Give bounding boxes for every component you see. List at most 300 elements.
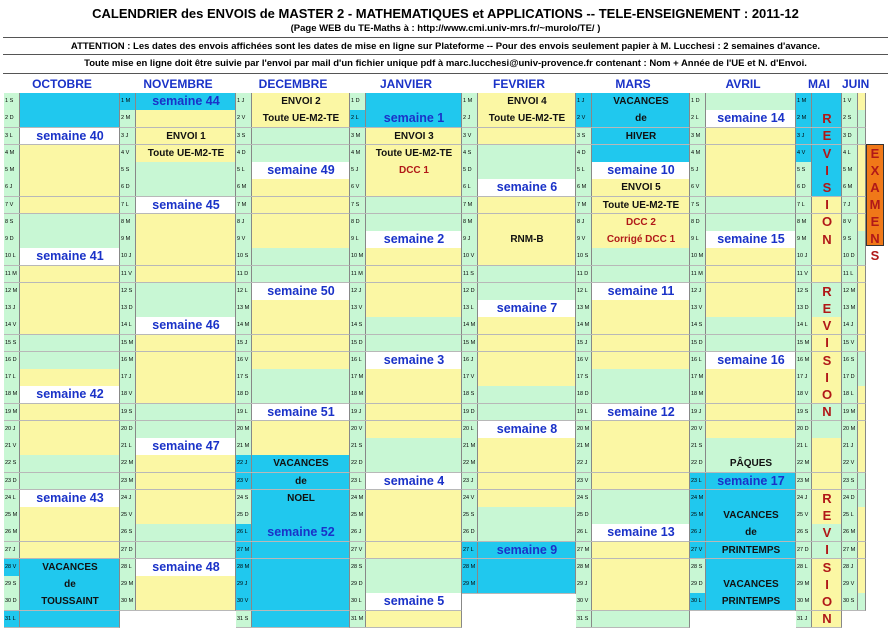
day-number: 29 S (4, 576, 20, 593)
day-cell (842, 214, 866, 232)
day-cell (462, 231, 576, 249)
day-cell (576, 93, 690, 111)
day-cell (120, 162, 236, 180)
day-cell (462, 300, 576, 318)
day-cell (120, 386, 236, 404)
day-cell (462, 542, 576, 560)
day-number: 13 J (4, 300, 20, 317)
day-number: 30 L (690, 593, 706, 610)
day-cell (236, 421, 350, 439)
day-cell (842, 145, 866, 163)
day-cell (576, 110, 690, 128)
day-number: 24 V (462, 490, 478, 507)
event-label: ENVOI 5 (621, 182, 661, 194)
day-cell (350, 421, 462, 439)
day-number: 26 L (236, 524, 252, 541)
day-number: 15 D (690, 335, 706, 352)
day-number: 10 J (120, 248, 136, 265)
day-number: 12 S (796, 283, 812, 300)
day-number: 4 L (842, 145, 858, 162)
day-number: 23 L (690, 473, 706, 490)
day-cell (4, 593, 120, 611)
day-cell (842, 128, 866, 146)
day-number: 2 L (350, 110, 366, 127)
day-number: 11 M (690, 266, 706, 283)
day-number: 30 S (842, 593, 858, 610)
day-number: 27 V (690, 542, 706, 559)
revision-vertical-label: R E V I S I O N (821, 111, 833, 247)
month-header-fevrier: FEVRIER (492, 77, 545, 91)
day-number: 1 D (690, 93, 706, 110)
day-number: 20 L (462, 421, 478, 438)
day-number: 10 D (842, 248, 858, 265)
day-number: 2 D (4, 110, 20, 127)
day-number: 4 S (462, 145, 478, 162)
day-cell (120, 559, 236, 577)
day-number: 4 D (236, 145, 252, 162)
day-cell (236, 438, 350, 456)
revision-vertical-label: R E V I S I O N (821, 490, 833, 627)
exam-event-label: DCC 2 (625, 216, 656, 228)
day-number: 8 M (462, 214, 478, 231)
day-cell (120, 110, 236, 128)
day-cell (842, 473, 866, 491)
day-cell (350, 266, 462, 284)
day-cell (576, 455, 690, 473)
day-number: 14 L (796, 317, 812, 334)
day-number: 20 V (690, 421, 706, 438)
day-number: 31 J (796, 611, 812, 628)
day-cell (690, 197, 796, 215)
day-cell (462, 421, 576, 439)
day-number: 1 S (4, 93, 20, 110)
day-number: 28 L (796, 559, 812, 576)
day-number: 5 S (796, 162, 812, 179)
event-label: VACANCES (613, 96, 669, 107)
day-number: 24 L (4, 490, 20, 507)
day-cell (236, 317, 350, 335)
day-cell (462, 317, 576, 335)
event-label: Toute UE-M2-TE (602, 199, 680, 211)
day-cell (462, 179, 576, 197)
event-label: ENVOI 1 (166, 130, 206, 142)
day-number: 9 S (842, 231, 858, 248)
day-number: 20 M (842, 421, 858, 438)
week-label: semaine 41 (36, 249, 104, 264)
day-cell (576, 576, 690, 594)
day-number: 25 M (4, 507, 20, 524)
day-cell (796, 179, 842, 197)
day-cell (576, 128, 690, 146)
day-cell (842, 576, 866, 594)
day-cell (120, 369, 236, 387)
day-cell (120, 283, 236, 301)
day-number: 12 S (120, 283, 136, 300)
day-cell (120, 421, 236, 439)
day-cell (350, 248, 462, 266)
day-number: 13 D (120, 300, 136, 317)
day-cell (4, 559, 120, 577)
day-cell (120, 300, 236, 318)
day-number: 19 M (842, 404, 858, 421)
day-cell (350, 438, 462, 456)
day-cell (236, 110, 350, 128)
week-label: semaine 13 (607, 525, 675, 540)
day-cell (842, 197, 866, 215)
day-number: 27 J (4, 542, 20, 559)
day-cell (350, 317, 462, 335)
day-cell (120, 335, 236, 353)
day-number: 11 V (796, 266, 812, 283)
event-label: PRINTEMPS (721, 544, 781, 556)
day-number: 5 L (236, 162, 252, 179)
day-number: 28 V (4, 559, 20, 576)
day-number: 17 S (236, 369, 252, 386)
day-number: 19 L (236, 404, 252, 421)
day-number: 15 V (842, 335, 858, 352)
day-cell (4, 507, 120, 525)
day-cell (842, 110, 866, 128)
day-number: 22 J (576, 455, 592, 472)
event-label: ENVOI 4 (507, 96, 547, 107)
day-number: 11 M (4, 266, 20, 283)
day-number: 19 D (462, 404, 478, 421)
day-number: 29 M (796, 576, 812, 593)
day-cell (350, 490, 462, 508)
day-number: 12 J (350, 283, 366, 300)
day-cell (4, 438, 120, 456)
day-number: 11 M (350, 266, 366, 283)
day-cell (236, 369, 350, 387)
day-cell (462, 438, 576, 456)
day-cell (796, 611, 842, 629)
event-label: de (295, 475, 307, 487)
event-label: RNM-B (510, 234, 544, 245)
divider (3, 54, 888, 55)
day-cell (4, 455, 120, 473)
event-label: de (635, 113, 647, 125)
day-cell (842, 386, 866, 404)
month-header-novembre: NOVEMBRE (143, 77, 213, 91)
day-cell (120, 248, 236, 266)
day-cell (796, 162, 842, 180)
day-cell (350, 352, 462, 370)
day-cell (842, 231, 866, 249)
day-cell (576, 507, 690, 525)
day-number: 14 M (236, 317, 252, 334)
day-number: 15 M (120, 335, 136, 352)
day-number: 15 J (576, 335, 592, 352)
day-cell (120, 231, 236, 249)
day-number: 1 D (350, 93, 366, 110)
day-cell (842, 404, 866, 422)
day-number: 3 M (690, 128, 706, 145)
day-number: 5 J (690, 162, 706, 179)
month-header-janvier: JANVIER (379, 77, 432, 91)
day-cell (350, 145, 462, 163)
day-number: 30 V (236, 593, 252, 610)
day-number: 16 M (796, 352, 812, 369)
day-cell (690, 507, 796, 525)
day-number: 13 L (462, 300, 478, 317)
day-number: 2 L (690, 110, 706, 127)
day-number: 17 D (842, 369, 858, 386)
day-number: 18 M (690, 386, 706, 403)
day-number: 29 D (350, 576, 366, 593)
day-number: 29 J (576, 576, 592, 593)
day-cell (842, 559, 866, 577)
day-cell (236, 214, 350, 232)
day-number: 26 J (690, 524, 706, 541)
day-number: 22 M (120, 455, 136, 472)
day-cell (842, 438, 866, 456)
day-cell (350, 386, 462, 404)
day-cell (796, 214, 842, 232)
week-label: semaine 5 (383, 594, 445, 609)
day-number: 11 V (120, 266, 136, 283)
event-label: PÂQUES (729, 458, 773, 470)
day-number: 21 M (462, 438, 478, 455)
day-number: 20 V (350, 421, 366, 438)
day-cell (576, 317, 690, 335)
day-cell (350, 404, 462, 422)
day-cell (350, 473, 462, 491)
day-number: 28 S (690, 559, 706, 576)
day-number: 26 J (350, 524, 366, 541)
day-cell (350, 93, 462, 111)
day-cell (462, 473, 576, 491)
day-cell (842, 248, 866, 266)
day-cell (236, 542, 350, 560)
day-number: 20 M (576, 421, 592, 438)
day-number: 13 V (690, 300, 706, 317)
day-cell (796, 559, 842, 577)
week-label: semaine 6 (496, 180, 558, 195)
day-cell (236, 593, 350, 611)
day-number: 14 M (462, 317, 478, 334)
day-number: 12 J (690, 283, 706, 300)
day-number: 8 J (236, 214, 252, 231)
day-cell (842, 542, 866, 560)
day-number: 8 M (796, 214, 812, 231)
day-number: 5 M (4, 162, 20, 179)
day-cell (462, 404, 576, 422)
day-number: 25 D (236, 507, 252, 524)
day-cell (462, 110, 576, 128)
day-number: 21 L (120, 438, 136, 455)
day-cell (120, 542, 236, 560)
day-number: 15 M (796, 335, 812, 352)
day-number: 12 L (236, 283, 252, 300)
event-label: Toute UE-M2-TE (147, 147, 225, 159)
day-cell (4, 93, 120, 111)
day-number: 1 M (796, 93, 812, 110)
day-number: 26 M (842, 524, 858, 541)
day-cell (4, 110, 120, 128)
week-label: semaine 50 (267, 283, 335, 298)
day-number: 17 M (350, 369, 366, 386)
day-cell (796, 145, 842, 163)
day-cell (796, 128, 842, 146)
day-number: 6 V (350, 179, 366, 196)
day-cell (350, 162, 462, 180)
day-number: 26 S (796, 524, 812, 541)
day-cell (120, 145, 236, 163)
day-number: 30 D (4, 593, 20, 610)
day-cell (576, 559, 690, 577)
week-label: semaine 52 (267, 525, 335, 540)
day-cell (796, 231, 842, 249)
day-number: 8 D (350, 214, 366, 231)
day-number: 4 V (120, 145, 136, 162)
day-number: 9 L (690, 231, 706, 248)
day-cell (576, 300, 690, 318)
day-cell (236, 248, 350, 266)
day-cell (576, 283, 690, 301)
day-number: 28 M (462, 559, 478, 576)
day-number: 22 M (462, 455, 478, 472)
day-number: 19 J (350, 404, 366, 421)
day-cell (576, 214, 690, 232)
day-cell (120, 507, 236, 525)
day-number: 7 L (120, 197, 136, 214)
day-cell (796, 317, 842, 335)
day-cell (4, 145, 120, 163)
day-cell (236, 386, 350, 404)
month-header-octobre: OCTOBRE (32, 77, 92, 91)
day-cell (576, 473, 690, 491)
day-cell (4, 386, 120, 404)
day-number: 10 J (796, 248, 812, 265)
month-header-juin: JUIN (842, 77, 870, 91)
day-cell (4, 300, 120, 318)
day-number: 10 S (236, 248, 252, 265)
day-cell (120, 490, 236, 508)
day-cell (690, 214, 796, 232)
week-label: semaine 1 (383, 111, 445, 126)
day-cell (690, 576, 796, 594)
day-number: 1 J (576, 93, 592, 110)
day-cell (576, 611, 690, 629)
day-number: 19 S (796, 404, 812, 421)
day-number: 24 J (120, 490, 136, 507)
day-cell (690, 266, 796, 284)
day-cell (796, 576, 842, 594)
day-number: 12 D (462, 283, 478, 300)
day-number: 14 J (842, 317, 858, 334)
day-number: 28 J (842, 559, 858, 576)
day-cell (842, 335, 866, 353)
day-number: 26 S (120, 524, 136, 541)
day-cell (462, 455, 576, 473)
event-label: de (745, 527, 757, 539)
day-number: 3 L (4, 128, 20, 145)
day-cell (236, 162, 350, 180)
day-number: 7 M (462, 197, 478, 214)
day-number: 5 D (462, 162, 478, 179)
day-number: 4 M (4, 145, 20, 162)
week-label: semaine 16 (717, 352, 785, 367)
exams-block: E X A M E N S (866, 144, 884, 246)
day-number: 12 L (576, 283, 592, 300)
day-number: 13 M (842, 300, 858, 317)
day-number: 8 V (842, 214, 858, 231)
week-label: semaine 49 (267, 163, 335, 177)
day-number: 21 J (842, 438, 858, 455)
day-number: 23 S (842, 473, 858, 490)
day-cell (236, 559, 350, 577)
day-cell (842, 507, 866, 525)
day-number: 17 V (462, 369, 478, 386)
day-number: 20 D (120, 421, 136, 438)
day-cell (690, 524, 796, 542)
week-label: semaine 15 (717, 232, 785, 246)
day-cell (350, 335, 462, 353)
day-number: 18 D (236, 386, 252, 403)
day-number: 6 M (236, 179, 252, 196)
month-header-mai: MAI (808, 77, 830, 91)
day-number: 30 M (120, 593, 136, 610)
day-cell (350, 369, 462, 387)
day-cell (576, 542, 690, 560)
day-cell (690, 145, 796, 163)
day-cell (350, 593, 462, 611)
day-number: 21 S (690, 438, 706, 455)
day-cell (796, 352, 842, 370)
day-number: 30 V (576, 593, 592, 610)
day-number: 18 M (4, 386, 20, 403)
day-number: 16 D (4, 352, 20, 369)
day-number: 2 V (576, 110, 592, 127)
web-page-line: (Page WEB du TE-Maths à : http://www.cmi.univ-mrs.fr/~murolo/TE/ ) (290, 23, 601, 34)
week-label: semaine 48 (152, 559, 220, 574)
day-cell (236, 524, 350, 542)
day-cell (236, 335, 350, 353)
day-number: 6 L (462, 179, 478, 196)
week-label: semaine 17 (717, 473, 785, 488)
day-cell (576, 231, 690, 249)
day-number: 7 M (576, 197, 592, 214)
day-cell (690, 455, 796, 473)
day-number: 28 M (576, 559, 592, 576)
day-number: 14 S (350, 317, 366, 334)
day-cell (462, 128, 576, 146)
day-cell (120, 473, 236, 491)
upload-note-line: Toute mise en ligne doit être suivie par l'envoi par mail d'un fichier unique pdf à marc.lucchesi@univ-provence.fr contenant : Nom + Année de l'UE et N. d'Envoi. (84, 58, 807, 69)
day-number: 10 L (4, 248, 20, 265)
day-cell (350, 611, 462, 629)
day-number: 25 D (576, 507, 592, 524)
day-cell (350, 128, 462, 146)
week-label: semaine 40 (36, 128, 104, 143)
day-number: 5 L (576, 162, 592, 179)
week-label: semaine 3 (383, 352, 445, 367)
day-number: 13 V (350, 300, 366, 317)
day-cell (796, 524, 842, 542)
day-cell (690, 110, 796, 128)
day-number: 7 S (350, 197, 366, 214)
day-number: 5 M (842, 162, 858, 179)
day-cell (690, 438, 796, 456)
day-number: 1 M (120, 93, 136, 110)
day-number: 9 M (796, 231, 812, 248)
day-number: 25 S (462, 507, 478, 524)
day-cell (796, 404, 842, 422)
day-cell (236, 473, 350, 491)
day-cell (462, 266, 576, 284)
day-number: 25 V (796, 507, 812, 524)
day-number: 4 V (796, 145, 812, 162)
